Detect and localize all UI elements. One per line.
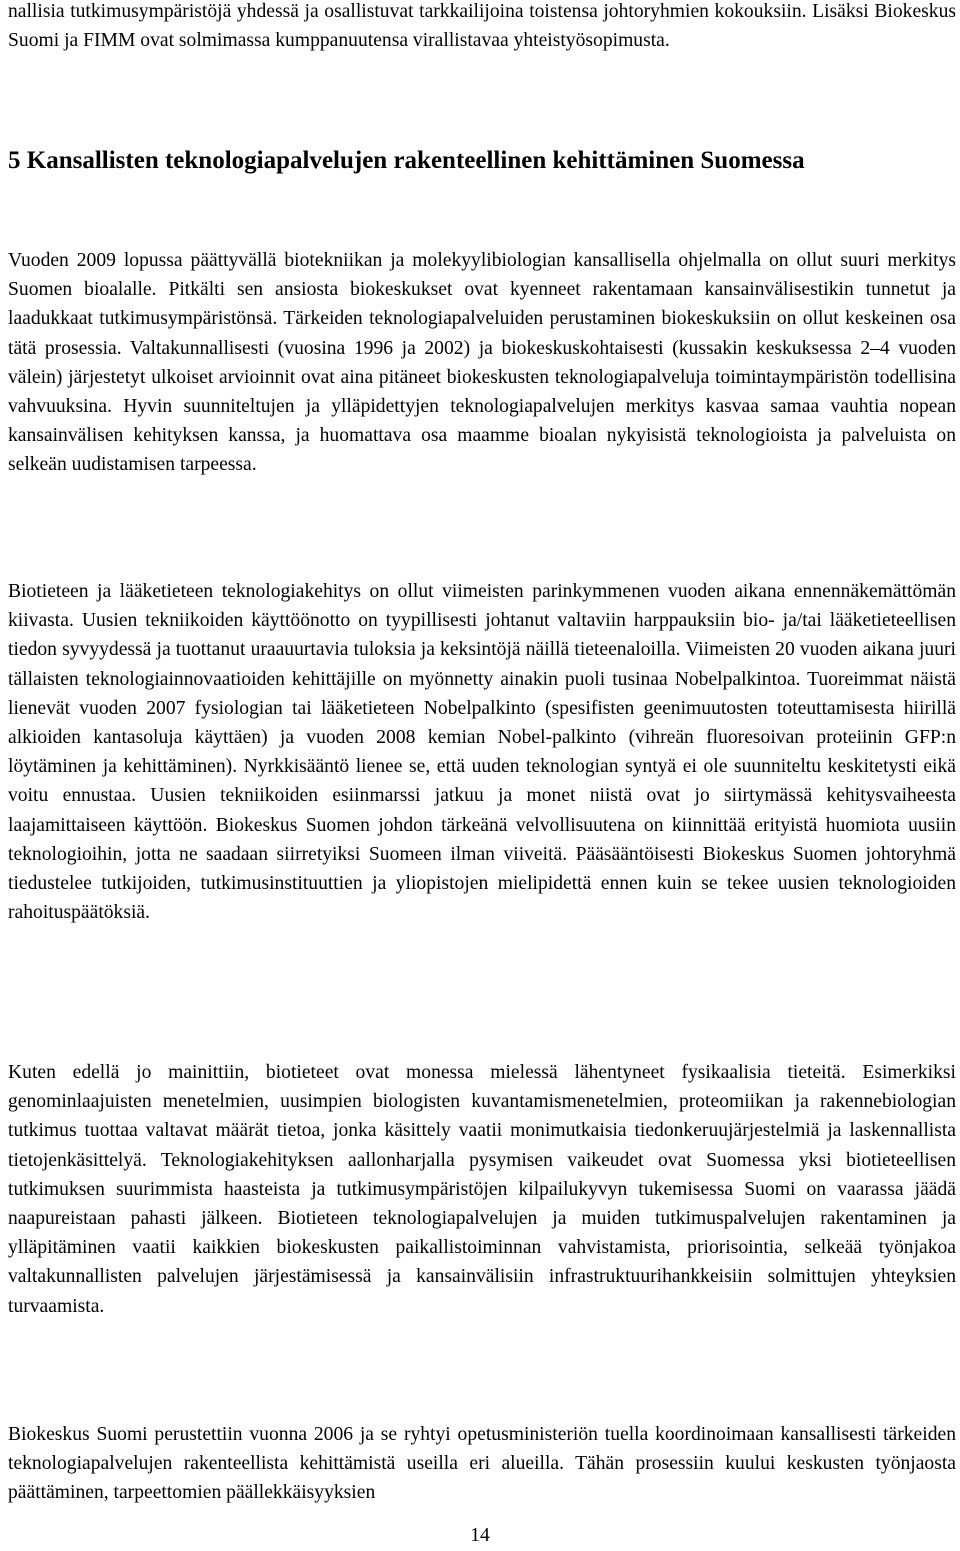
paragraph: Kuten edellä jo mainittiin, biotieteet ovat monessa mielessä lähentyneet fysikaalisia tieteitä. Esimerkiksi genominlaajuisten menetelmien, uusimpien biologisten kuvantamismenetelmien, proteomiikan ja rakennebiologian tutkimus tuottaa valtavat määrät tietoa, jonka käsittely vaatii monimutkaisia tiedonkeruujärjestelmiä ja laskennallista tietojenkäsittelyä. Teknologiakehityksen aallonharjalla pysymisen vaikeudet ovat Suomessa yksi biotieteellisen tutkimuksen suurimmista haasteista ja tutkimusympäristöjen kilpailukyvyn tukemisessa Suomi on vaarassa jäädä naapureistaan pahasti jälkeen. Biotieteen teknologiapalvelujen ja muiden tutkimuspalvelujen rakentaminen ja ylläpitäminen vaatii kaikkien biokeskusten paikallistoiminnan vahvistamista, priorisointia, selkeää työnjakoa valtakunnallisten palvelujen järjestämisessä ja kansainvälisiin infrastruktuurihankkeisiin solmittujen yhteyksien turvaamista. [8, 1062, 956, 1317]
paragraph: Biokeskus Suomi perustettiin vuonna 2006 ja se ryhtyi opetusministeriön tuella koordinoimaan kansallisesti tärkeiden teknologiapalvelujen rakenteellista kehittämistä useilla eri alueilla. Tähän prosessiin kuului keskusten työnjaosta päättäminen, tarpeettomien päällekkäisyyksien [8, 1424, 956, 1504]
paragraph: Biotieteen ja lääketieteen teknologiakehitys on ollut viimeisten parinkymmenen vuoden aikana ennennäkemättömän kiivasta. Uusien tekniikoiden käyttöönotto on tyypillisesti johtanut valtaviin harppauksiin bio- ja/tai lääketieteellisen tiedon syvyydessä ja tuottanut uraauurtavia tuloksia ja keksintöjä näillä tieteenaloilla. Viimeisten 20 vuoden aikana juuri tällaisten teknologiainnovaatioiden kehittäjille on myönnetty ainakin puoli tusinaa Nobelpalkintoa. Tuoreimmat näistä lienevät vuoden 2007 fysiologian tai lääketieteen Nobelpalkinto (spesifisten geenimuutosten toteuttamisesta hiirillä alkioiden kantasoluja käyttäen) ja vuoden 2008 kemian Nobel-palkinto (vihreän fluoresoivan proteiinin GFP:n löytäminen ja kehittäminen). Nyrkkisääntö lienee se, että uuden teknologian syntyä ei ole suunniteltu keskitetysti eikä voitu ennustaa. Uusien tekniikoiden esiinmarssi jatkuu ja monet niistä ovat jo siirtymässä kehitysvaiheesta laajamittaiseen käyttöön. Biokeskus Suomen johdon tärkeänä velvollisuutena on kiinnittää erityistä huomiota uusiin teknologioihin, jotta ne saadaan siirretyiksi Suomeen ilman viiveitä. Pääsääntöisesti Biokeskus Suomen johtoryhmä tiedustelee tutkijoiden, tutkimusinstituuttien ja yliopistojen mielipidettä ennen kuin se tekee uusien teknologioiden rahoituspäätöksiä. [8, 581, 956, 924]
section-heading: 5 Kansallisten teknologiapalvelujen rakenteellinen kehittäminen Suomessa [8, 147, 805, 174]
paragraph: Vuoden 2009 lopussa päättyvällä biotekniikan ja molekyylibiologian kansallisella ohjelmalla on ollut suuri merkitys Suomen bioalalle. Pitkälti sen ansiosta biokeskukset ovat kyenneet rakentamaan kansainvälisestikin tunnetut ja laadukkaat tutkimusympäristönsä. Tärkeiden teknologiapalveluiden perustaminen biokeskuksiin on ollut keskeinen osa tätä prosessia. Valtakunnallisesti (vuosina 1996 ja 2002) ja biokeskuskohtaisesti (kussakin keskuksessa 2–4 vuoden välein) järjestetyt ulkoiset arvioinnit ovat aina pitäneet biokeskusten teknologiapalveluja toimintaympäristön todellisina vahvuuksina. Hyvin suunniteltujen ja ylläpidettyjen teknologiapalvelujen merkitys kasvaa samaa vauhtia nopean kansainvälisen kehityksen kanssa, ja huomattava osa maamme bioalan nykyisistä teknologioista ja palveluista on selkeän uudistamisen tarpeessa. [8, 250, 956, 476]
page-number: 14 [470, 1525, 490, 1546]
paragraph-continued: nallisia tutkimusympäristöjä yhdessä ja osallistuvat tarkkailijoina toistensa johtoryhmien kokouksiin. Lisäksi Biokeskus Suomi ja FIMM ovat solmimassa kumppanuutensa virallistavaa yhteistyösopimusta. [8, 1, 956, 52]
